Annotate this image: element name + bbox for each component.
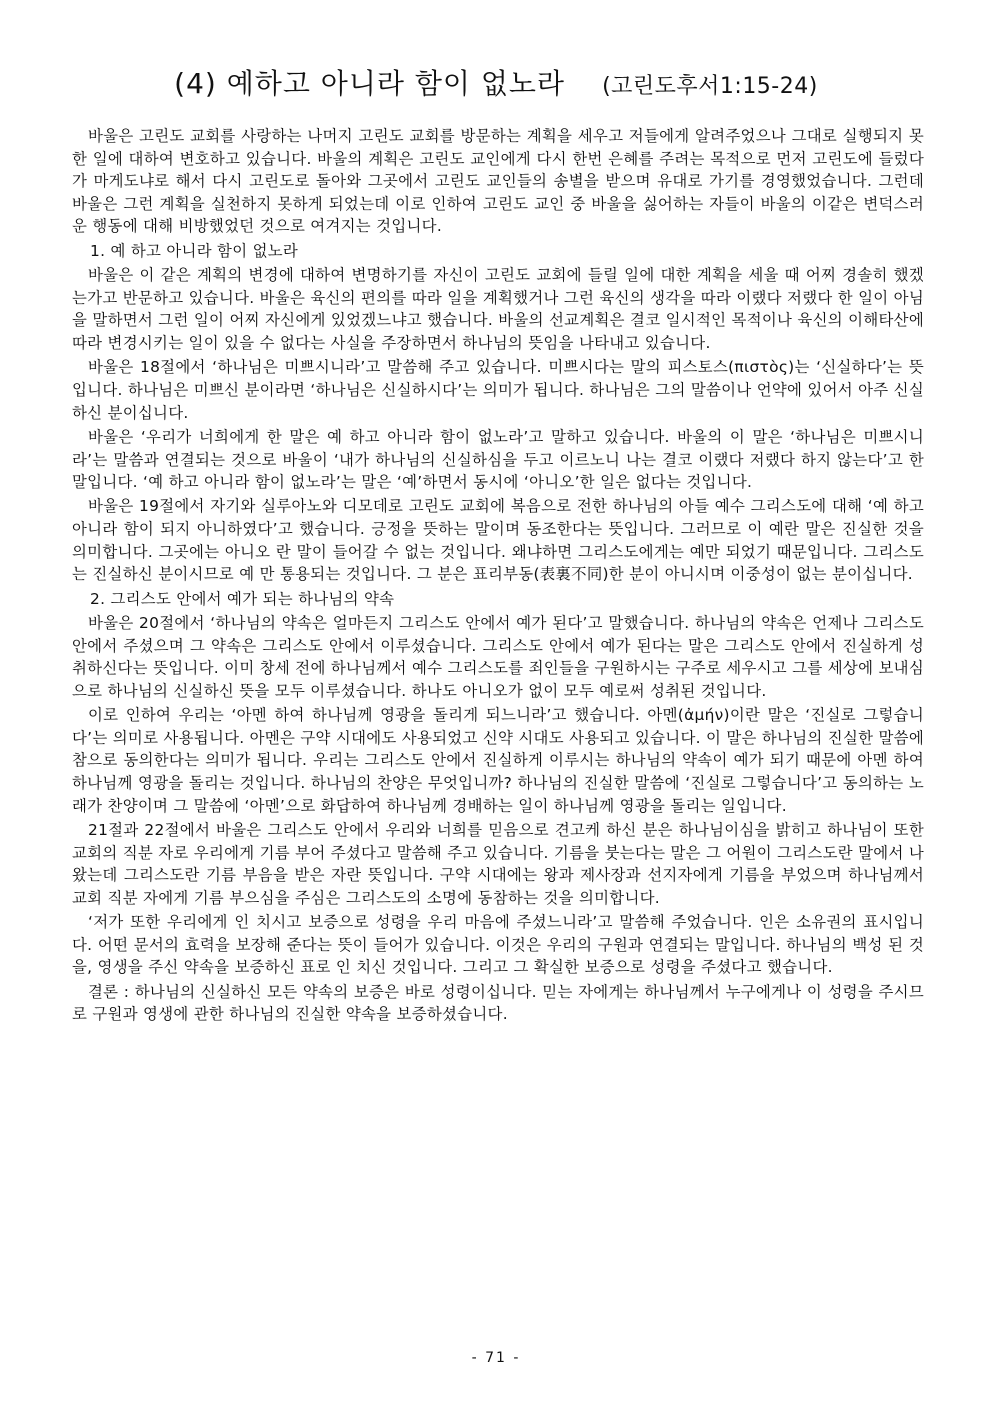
- paragraph: 바울은 20절에서 ‘하나님의 약속은 얼마든지 그리스도 안에서 예가 된다’고 말했습니다. 하나님의 약속은 언제나 그리스도 안에서 주셨으며 그 약속은 그리스도 안에서 이루셨습니다. 그리스도 안에서 예가 된다는 말은 그리스도 안에서 진실하게 성취하신다는 뜻입니다. 이미 창세 전에 하나님께서 예수 그리스도를 죄인들을 구원하시는 구주로 세우시고 그를 세상에 보내심으로 하나님의 신실하신 뜻을 모두 이루셨습니다. 하나도 아니오가 없이 모두 예로써 성취된 것입니다.: [72, 614, 924, 700]
- paragraph: 바울은 ‘우리가 너희에게 한 말은 예 하고 아니라 함이 없노라’고 말하고 있습니다. 바울의 이 말은 ‘하나님은 미쁘시니라’는 말씀과 연결되는 것으로 바울이 ‘내가 하나님의 신실하심을 두고 이르노니 나는 결코 이랬다 저랬다 하지 않는다’고 한 말입니다. ‘예 하고 아니라 함이 없노라’는 말은 ‘예’하면서 동시에 ‘아니오’한 일은 없다는 것입니다.: [72, 427, 924, 492]
- paragraph: 바울은 19절에서 자기와 실루아노와 디모데로 고린도 교회에 복음으로 전한 하나님의 아들 예수 그리스도에 대해 ‘예 하고 아니라 함이 되지 아니하였다’고 했습니다. 긍정을 뜻하는 말이며 동조한다는 뜻입니다. 그러므로 이 예란 말은 진실한 것을 의미합니다. 그곳에는 아니오 란 말이 들어갈 수 없는 것입니다. 왜냐하면 그리스도에게는 예만 되었기 때문입니다. 그리스도는 진실하신 분이시므로 예 만 통용되는 것입니다. 그 분은 표리부동(表裏不同)한 분이 아니시며 이중성이 없는 분이십니다.: [72, 497, 924, 584]
- paragraph: ‘저가 또한 우리에게 인 치시고 보증으로 성령을 우리 마음에 주셨느니라’고 말씀해 주었습니다. 인은 소유권의 표시입니다. 어떤 문서의 효력을 보장해 준다는 뜻이 들어가 있습니다. 이것은 우리의 구원과 연결되는 말입니다. 하나님의 백성 된 것을, 영생을 주신 약속을 보증하신 표로 인 치신 것입니다. 그리고 그 확실한 보증으로 성령을 주셨다고 했습니다.: [72, 913, 924, 977]
- section-heading-1: 1. 예 하고 아니라 함이 없노라: [90, 241, 299, 260]
- paragraph: 바울은 18절에서 ‘하나님은 미쁘시니라’고 말씀해 주고 있습니다. 미쁘시다는 말의 피스토스(πιστὸς)는 ‘신실하다’는 뜻입니다. 하나님은 미쁘신 분이라면 ‘하나님은 신실하시다’는 의미가 됩니다. 하나님은 그의 말씀이나 언약에 있어서 아주 신실하신 분이십니다.: [72, 358, 924, 422]
- section-heading-2: 2. 그리스도 안에서 예가 되는 하나님의 약속: [90, 589, 395, 608]
- title-main: (4) 예하고 아니라 함이 없노라: [174, 67, 565, 100]
- page-number: - 71 -: [471, 1350, 521, 1366]
- paragraph: 21절과 22절에서 바울은 그리스도 안에서 우리와 너희를 믿음으로 견고케 하신 분은 하나님이심을 밝히고 하나님이 또한 교회의 직분 자로 우리에게 기름 부어 주셨다고 말씀해 주고 있습니다. 기름을 붓는다는 말은 그 어원이 그리스도란 말에서 나왔는데 그리스도란 기름 부음을 받은 자란 뜻입니다. 구약 시대에는 왕과 제사장과 선지자에게 기름을 부었으며 하나님께서 교회 직분 자에게 기름 부으심을 주심은 그리스도의 소명에 동참하는 것을 의미합니다.: [72, 820, 924, 907]
- paragraph-intro: 바울은 고린도 교회를 사랑하는 나머지 고린도 교회를 방문하는 계획을 세우고 저들에게 알려주었으나 그대로 실행되지 못한 일에 대하여 변호하고 있습니다. 바울의 계획은 고린도 교인에게 다시 한번 은혜를 주려는 목적으로 먼저 고린도에 들렀다가 마게도냐로 해서 다시 고린도로 돌아와 그곳에서 고린도 교인들의 송별을 받으며 유대로 가기를 경영했었습니다. 그런데 바울은 그런 계획을 실천하지 못하게 되었는데 이로 인하여 고린도 교인 중 바울을 싫어하는 자들이 바울의 이같은 변덕스러운 행동에 대해 비방했었던 것으로 여겨지는 것입니다.: [72, 127, 924, 236]
- paragraph-conclusion: 결론 : 하나님의 신실하신 모든 약속의 보증은 바로 성령이십니다. 믿는 자에게는 하나님께서 누구에게나 이 성령을 주시므로 구원과 영생에 관한 하나님의 진실한 약속을 보증하셨습니다.: [72, 982, 924, 1024]
- paragraph: 이로 인하여 우리는 ‘아멘 하여 하나님께 영광을 돌리게 되느니라’고 했습니다. 아멘(ἀμήν)이란 말은 ‘진실로 그렇습니다’는 의미로 사용됩니다. 아멘은 구약 시대에도 사용되었고 신약 시대도 사용되고 있습니다. 이 말은 하나님의 진실한 말씀에 참으로 동의한다는 의미가 됩니다. 우리는 그리스도 안에서 진실하게 이루시는 하나님의 약속이 예가 되기 때문에 아멘 하여 하나님께 영광을 돌리는 것입니다. 하나님의 찬양은 무엇입니까? 하나님의 진실한 말씀에 ‘진실로 그렇습니다’고 동의하는 노래가 찬양이며 그 말씀에 ‘아멘’으로 화답하여 하나님께 경배하는 일이 하나님께 영광을 돌리는 일입니다.: [72, 706, 924, 815]
- paragraph: 바울은 이 같은 계획의 변경에 대하여 변명하기를 자신이 고린도 교회에 들릴 일에 대한 계획을 세울 때 어찌 경솔히 했겠는가고 반문하고 있습니다. 바울은 육신의 편의를 따라 일을 계획했거나 그런 육신의 생각을 따라 이랬다 저랬다 한 일이 아님을 말하면서 그런 일이 어찌 자신에게 있었겠느냐고 했습니다. 바울의 선교계획은 결코 일시적인 목적이나 육신의 이해타산에 따라 변경시키는 일이 있을 수 없다는 사실을 주장하면서 하나님의 뜻임을 나타내고 있습니다.: [72, 266, 924, 352]
- title-reference: (고린도후서1:15-24): [602, 74, 818, 99]
- page-title: [0, 62, 992, 102]
- body-text: [72, 125, 924, 1028]
